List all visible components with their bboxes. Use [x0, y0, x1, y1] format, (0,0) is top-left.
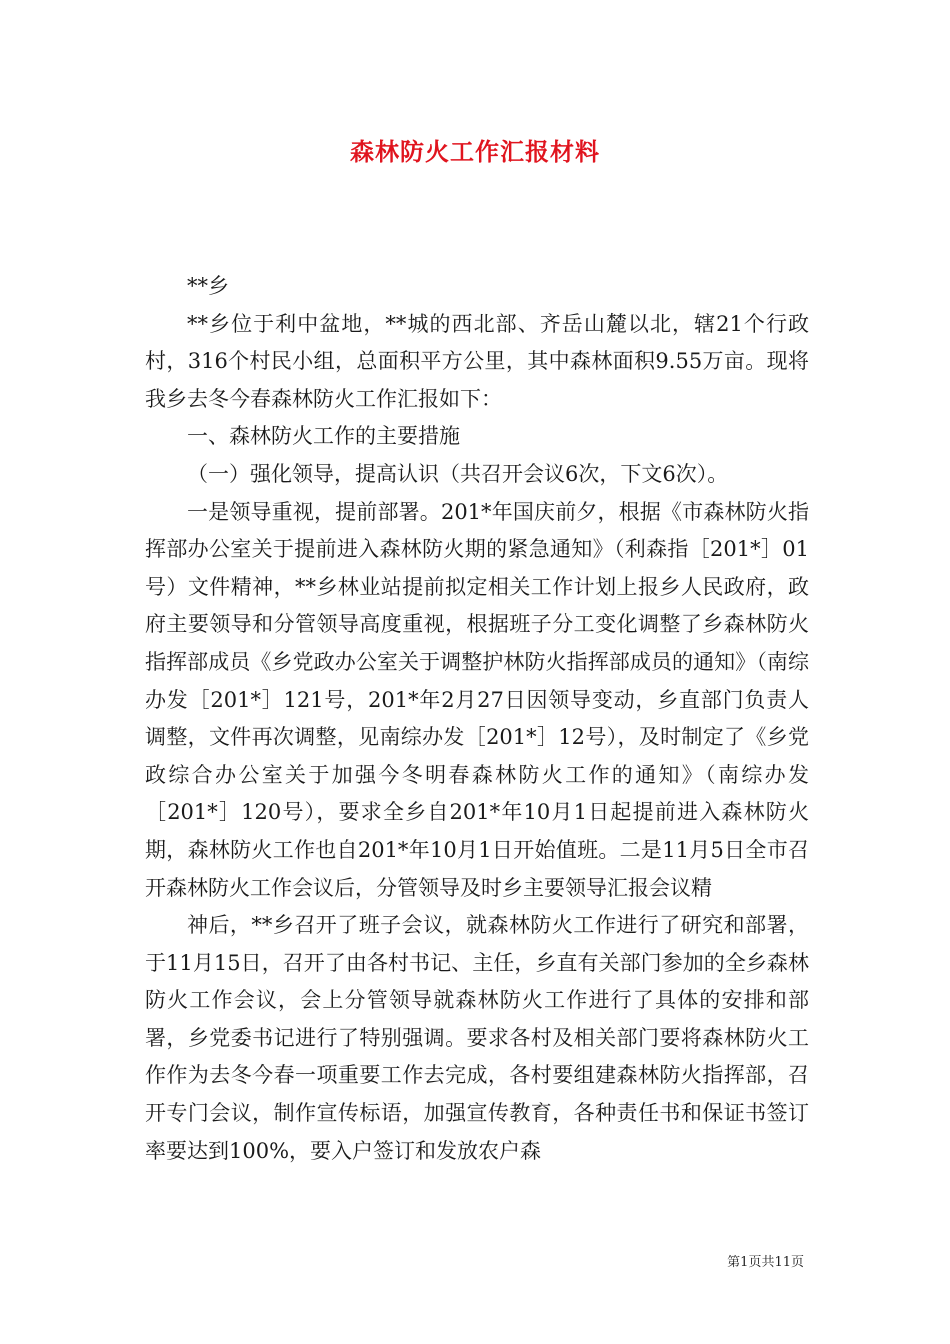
paragraph-township: **乡	[187, 274, 229, 298]
document-title: 森林防火工作汇报材料	[350, 137, 600, 166]
paragraph-intro: **乡位于利中盆地，**城的西北部、齐岳山麓以北，辖21个行政村，316个村民小组，总面积平方公里，其中森林面积9.55万亩。现将我乡去冬今春森林防火工作汇报如下：	[145, 311, 809, 411]
page-number-footer: 第1页共11页	[727, 1255, 804, 1270]
document-body	[145, 268, 809, 1170]
subsection-heading-leadership: （一）强化领导，提高认识（共召开会议6次，下文6次）。	[187, 461, 729, 486]
paragraph-leadership-details: 一是领导重视，提前部署。201*年国庆前夕，根据《市森林防火指挥部办公室关于提前进入森林防火期的紧急通知》（利森指［201*］01号）文件精神，**乡林业站提前拟定相关工作计划上报乡人民政府，政府主要领导和分管领导高度重视，根据班子分工变化调整了乡森林防火指挥部成员《乡党政办公室关于调整护林防火指挥部成员的通知》（南综办发［201*］121号，201*年2月27日因领导变动，乡直部门负责人调整，文件再次调整，见南综办发［201*］12号），及时制定了《乡党政综合办公室关于加强今冬明春森林防火工作的通知》（南综办发［201*］120号），要求全乡自201*年10月1日起提前进入森林防火期，森林防火工作也自201*年10月1日开始值班。二是11月5日全市召开森林防火工作会议后，分管领导及时乡主要领导汇报会议精	[145, 499, 809, 900]
paragraph-meeting-details: 神后，**乡召开了班子会议，就森林防火工作进行了研究和部署，于11月15日，召开了由各村书记、主任，乡直有关部门参加的全乡森林防火工作会议，会上分管领导就森林防火工作进行了具体的安排和部署，乡党委书记进行了特别强调。要求各村及相关部门要将森林防火工作作为去冬今春一项重要工作去完成，各村要组建森林防火指挥部，召开专门会议，制作宣传标语，加强宣传教育，各种责任书和保证书签订率要达到100%，要入户签订和发放农户森	[145, 913, 809, 1163]
section-heading-measures: 一、森林防火工作的主要措施	[187, 424, 460, 449]
